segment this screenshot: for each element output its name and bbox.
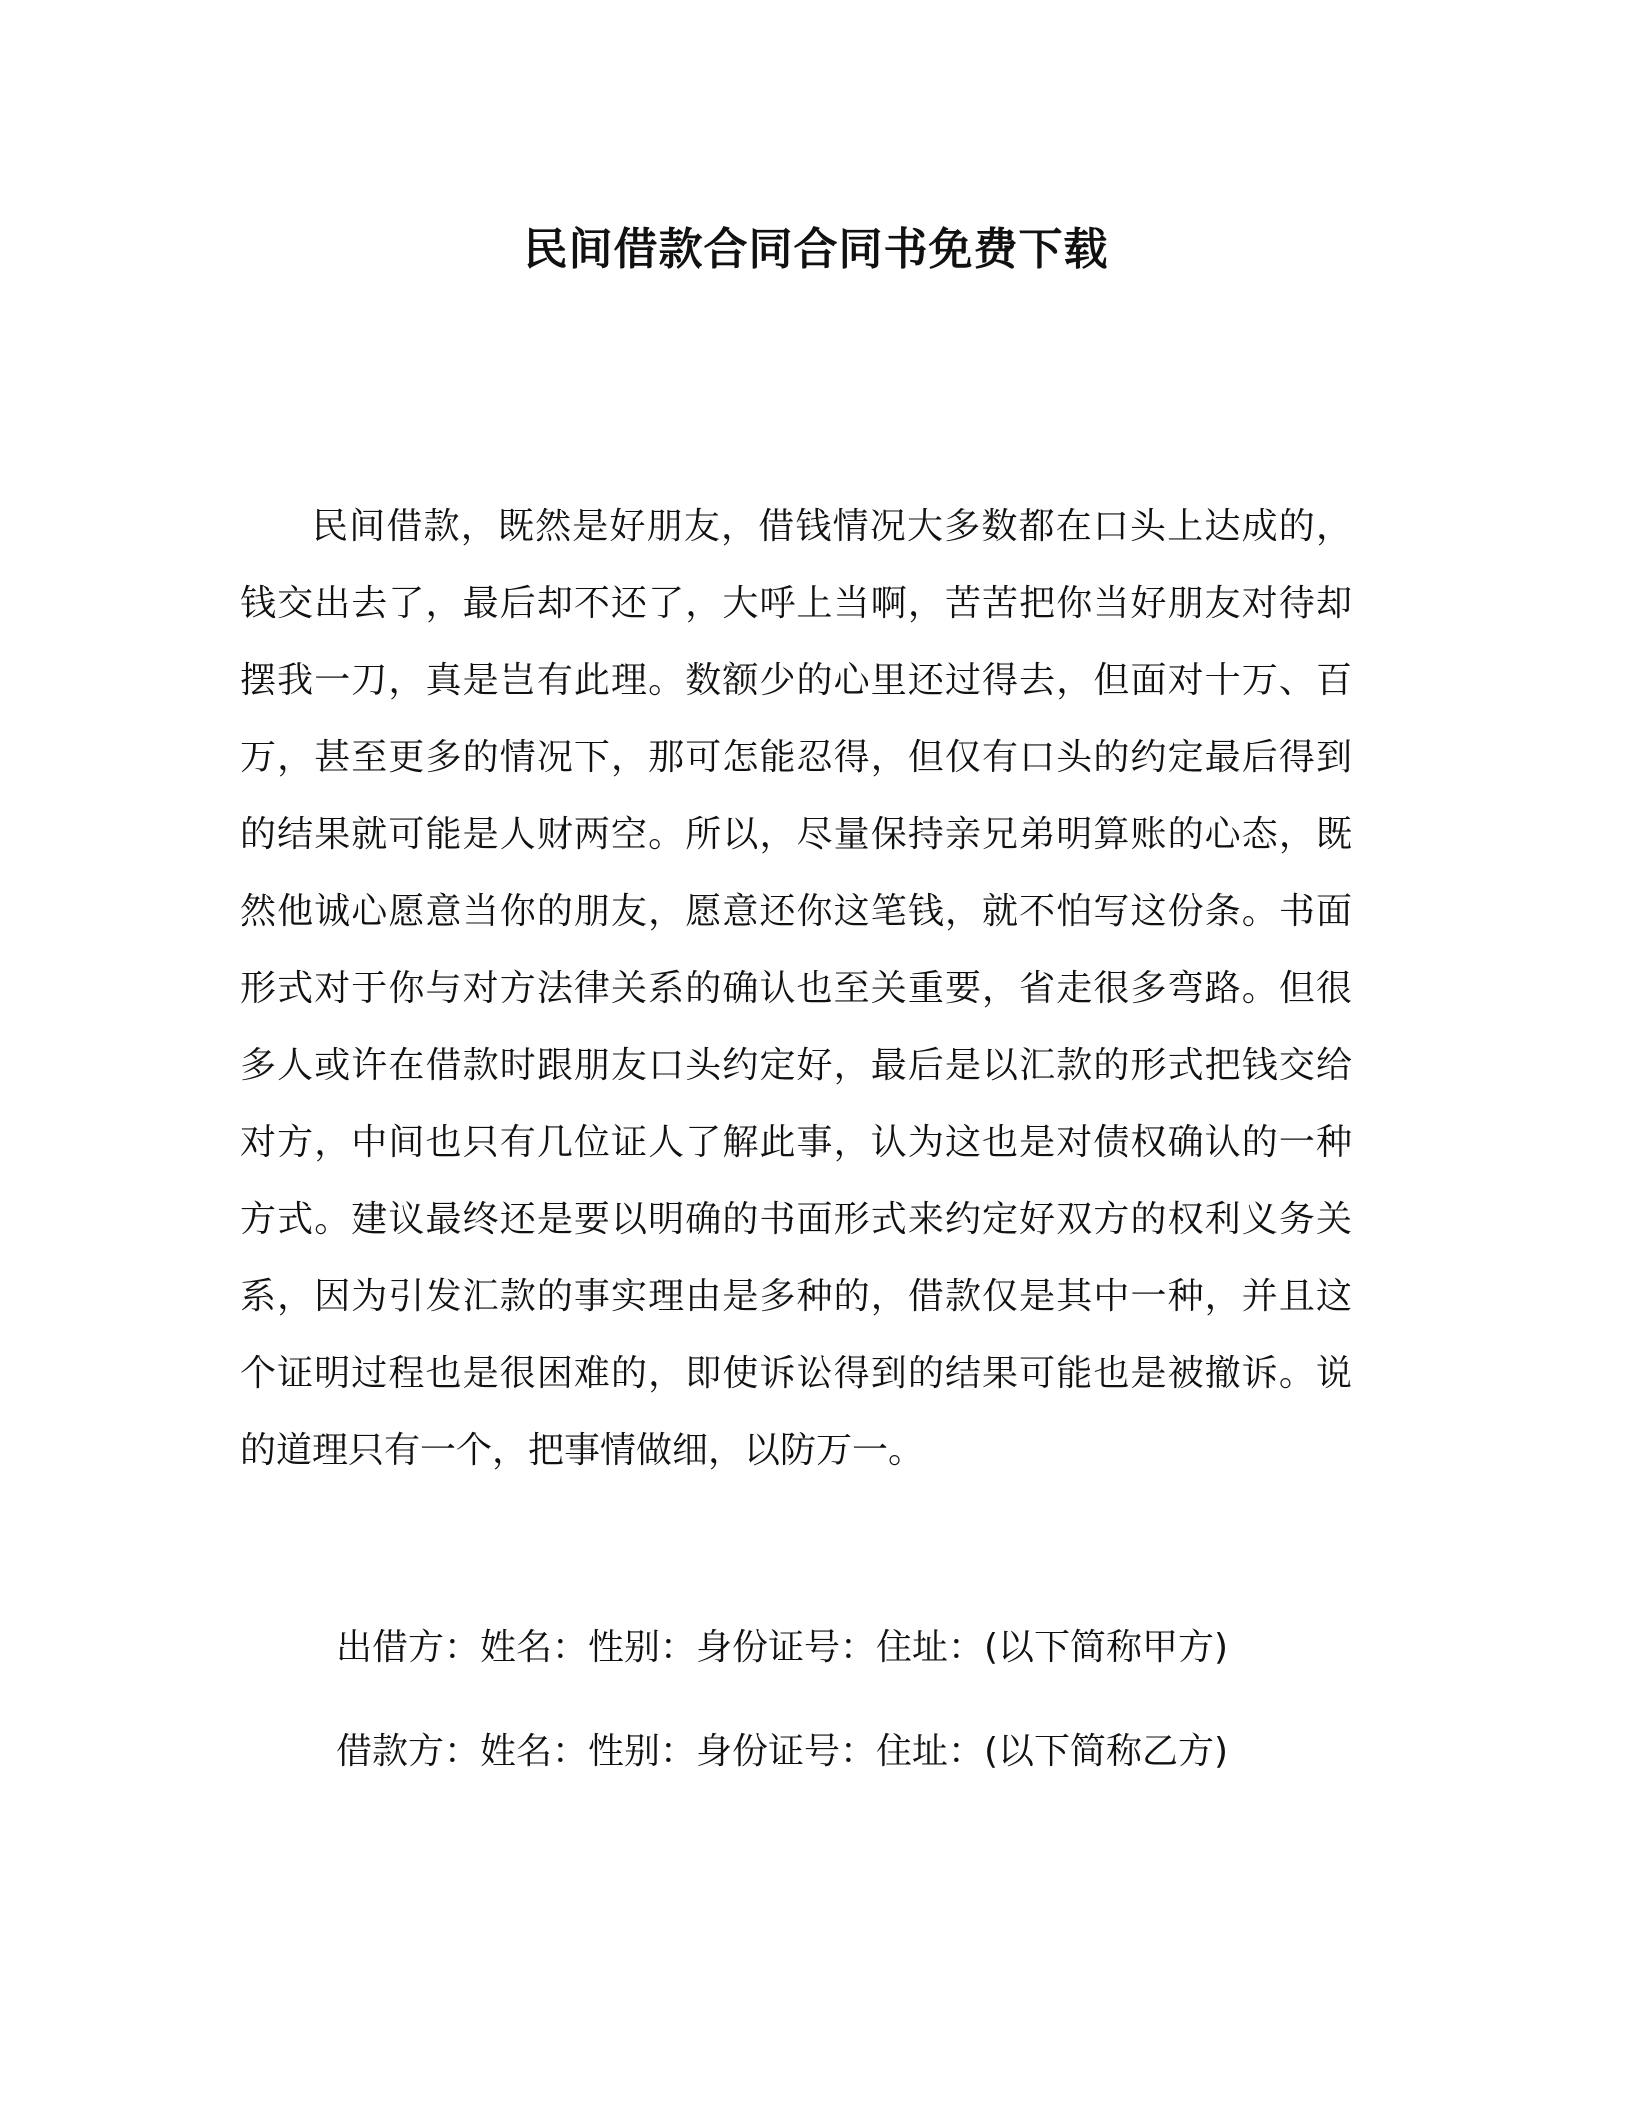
lender-info-line: 出借方：姓名：性别：身份证号：住址：(以下简称甲方) [336,1627,1229,1668]
document-title: 民间借款合同合同书免费下载 [523,224,1109,275]
borrower-info-line: 借款方：姓名：性别：身份证号：住址：(以下简称乙方) [336,1731,1229,1772]
intro-paragraph: 民间借款，既然是好朋友，借钱情况大多数都在口头上达成的，钱交出去了，最后却不还了，大呼上当啊，苦苦把你当好朋友对待却摆我一刀，真是岂有此理。数额少的心里还过得去，但面对十万、百万，甚至更多的情况下，那可怎能忍得，但仅有口头的约定最后得到的结果就可能是人财两空。所以，尽量保持亲兄弟明算账的心态，既然他诚心愿意当你的朋友，愿意还你这笔钱，就不怕写这份条。书面形式对于你与对方法律关系的确认也至关重要，省走很多弯路。但很多人或许在借款时跟朋友口头约定好，最后是以汇款的形式把钱交给对方，中间也只有几位证人了解此事，认为这也是对债权确认的一种方式。建议最终还是要以明确的书面形式来约定好双方的权利义务关系，因为引发汇款的事实理由是多种的，借款仅是其中一种，并且这个证明过程也是很困难的，即使诉讼得到的结果可能也是被撤诉。说的道理只有一个，把事情做细，以防万一。 [240,506,1352,1471]
